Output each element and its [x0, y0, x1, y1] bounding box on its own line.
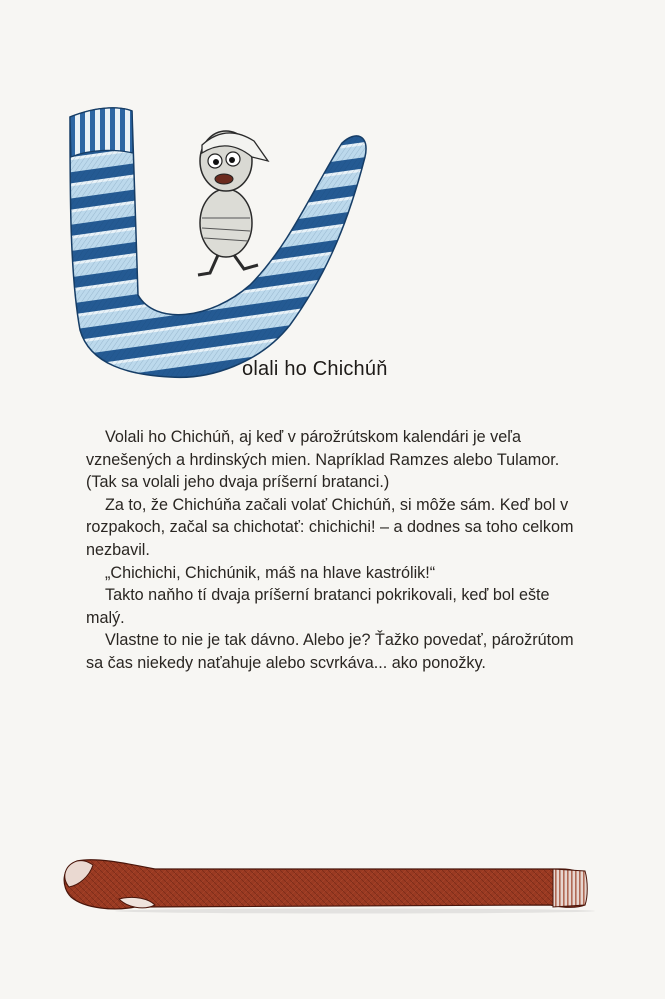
chapter-title: olali ho Chichúň: [242, 358, 388, 380]
paragraph: Za to, že Chichúňa začali volať Chichúň, si môže sám. Keď bol v rozpakoch, začal sa chichotať: chichichi! – a dodnes sa toho celkom nezbavil.: [86, 495, 574, 559]
paragraph: Volali ho Chichúň, aj keď v párožrútskom kalendári je veľa vznešených a hrdinských mien. Napríklad Ramzes alebo Tulamor. (Tak sa volali jeho dvaja príšerní bratanci.): [86, 428, 560, 492]
chapter-body-text: [86, 426, 586, 675]
paragraph: Takto naňho tí dvaja príšerní bratanci pokrikovali, keď bol ešte malý.: [86, 586, 550, 627]
sock-cuff: [70, 108, 133, 157]
sock-letter-v-illustration: [60, 95, 400, 390]
red-sock-illustration: [55, 855, 600, 915]
chichun-character: [198, 131, 268, 275]
sock-cuff-end: [553, 869, 587, 907]
paragraph: Vlastne to nie je tak dávno. Alebo je? Ťažko povedať, párožrútom sa čas niekedy naťahuje alebo scvrkáva... ako ponožky.: [86, 631, 574, 672]
paragraph: „Chichichi, Chichúnik, máš na hlave kastrólik!“: [105, 563, 436, 582]
